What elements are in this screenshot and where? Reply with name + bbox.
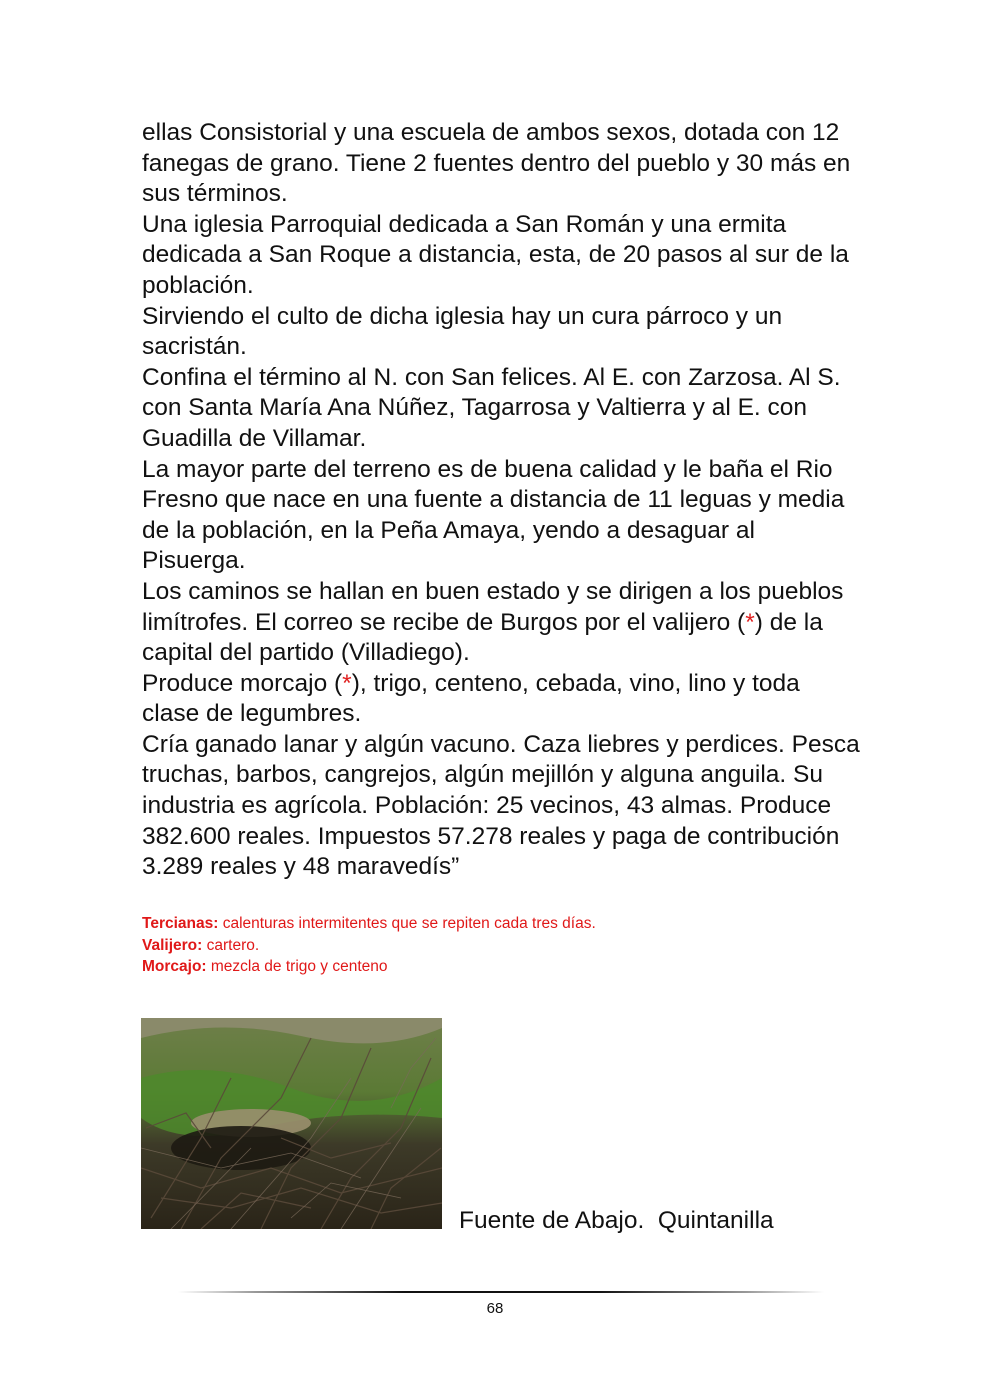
paragraph: Una iglesia Parroquial dedicada a San Román y una ermita dedicada a San Roque a distancia, esta, de 20 pasos al sur de la población.	[142, 210, 849, 299]
glossary-notes	[142, 913, 842, 978]
glossary-term: Valijero:	[142, 936, 203, 954]
footer-divider	[178, 1291, 824, 1293]
glossary-term: Morcajo:	[142, 958, 207, 975]
paragraph: Cría ganado lanar y algún vacuno. Caza liebres y perdices. Pesca truchas, barbos, cangrejos, algún mejillón y alguna anguila. Su industria es agrícola. Población: 25 vecinos, 43 almas. Produce 382.600 reales. Impuestos 57.278 reales y paga de contribución 3.289 reales y 48 maravedís”	[142, 730, 860, 881]
glossary-definition: calenturas intermitentes que se repiten cada tres días.	[218, 915, 596, 932]
glossary-term: Tercianas:	[142, 915, 219, 932]
body-text	[142, 118, 862, 883]
fountain-photo	[141, 1018, 442, 1229]
glossary-entry	[142, 935, 842, 957]
paragraph: ellas Consistorial y una escuela de ambos sexos, dotada con 12 fanegas de grano. Tiene 2 fuentes dentro del pueblo y 30 más en sus términos.	[142, 119, 851, 208]
paragraph: Confina el término al N. con San felices. Al E. con Zarzosa. Al S. con Santa María Ana Núñez, Tagarrosa y Valtierra y al E. con Guadilla de Villamar.	[142, 363, 841, 452]
paragraph-text: Los caminos se hallan en buen estado y se dirigen a los pueblos limítrofes. El correo se recibe de Burgos por el valijero (	[142, 577, 844, 636]
glossary-entry	[142, 956, 842, 978]
glossary-definition: mezcla de trigo y centeno	[206, 958, 388, 975]
paragraph-text: ) de la capital del partido (Villadiego).	[142, 608, 823, 667]
paragraph: Sirviendo el culto de dicha iglesia hay un cura párroco y un sacristán.	[142, 302, 783, 361]
glossary-definition: cartero.	[202, 936, 260, 954]
photo-caption: Fuente de Abajo. Quintanilla	[459, 1207, 774, 1234]
fountain-photo-image	[141, 1018, 442, 1229]
page-number: 68	[486, 1300, 504, 1317]
footnote-marker: *	[745, 608, 755, 636]
paragraph: La mayor parte del terreno es de buena calidad y le baña el Rio Fresno que nace en una fuente a distancia de 11 leguas y media de la población, en la Peña Amaya, yendo a desaguar al Pisuerga.	[142, 455, 845, 575]
paragraph	[142, 577, 862, 669]
glossary-entry	[142, 913, 842, 935]
paragraph	[142, 669, 862, 730]
paragraph-text: ), trigo, centeno, cebada, vino, lino y toda clase de legumbres.	[142, 669, 800, 728]
paragraph-text: Produce morcajo (	[142, 669, 343, 697]
footnote-marker: *	[342, 669, 352, 697]
